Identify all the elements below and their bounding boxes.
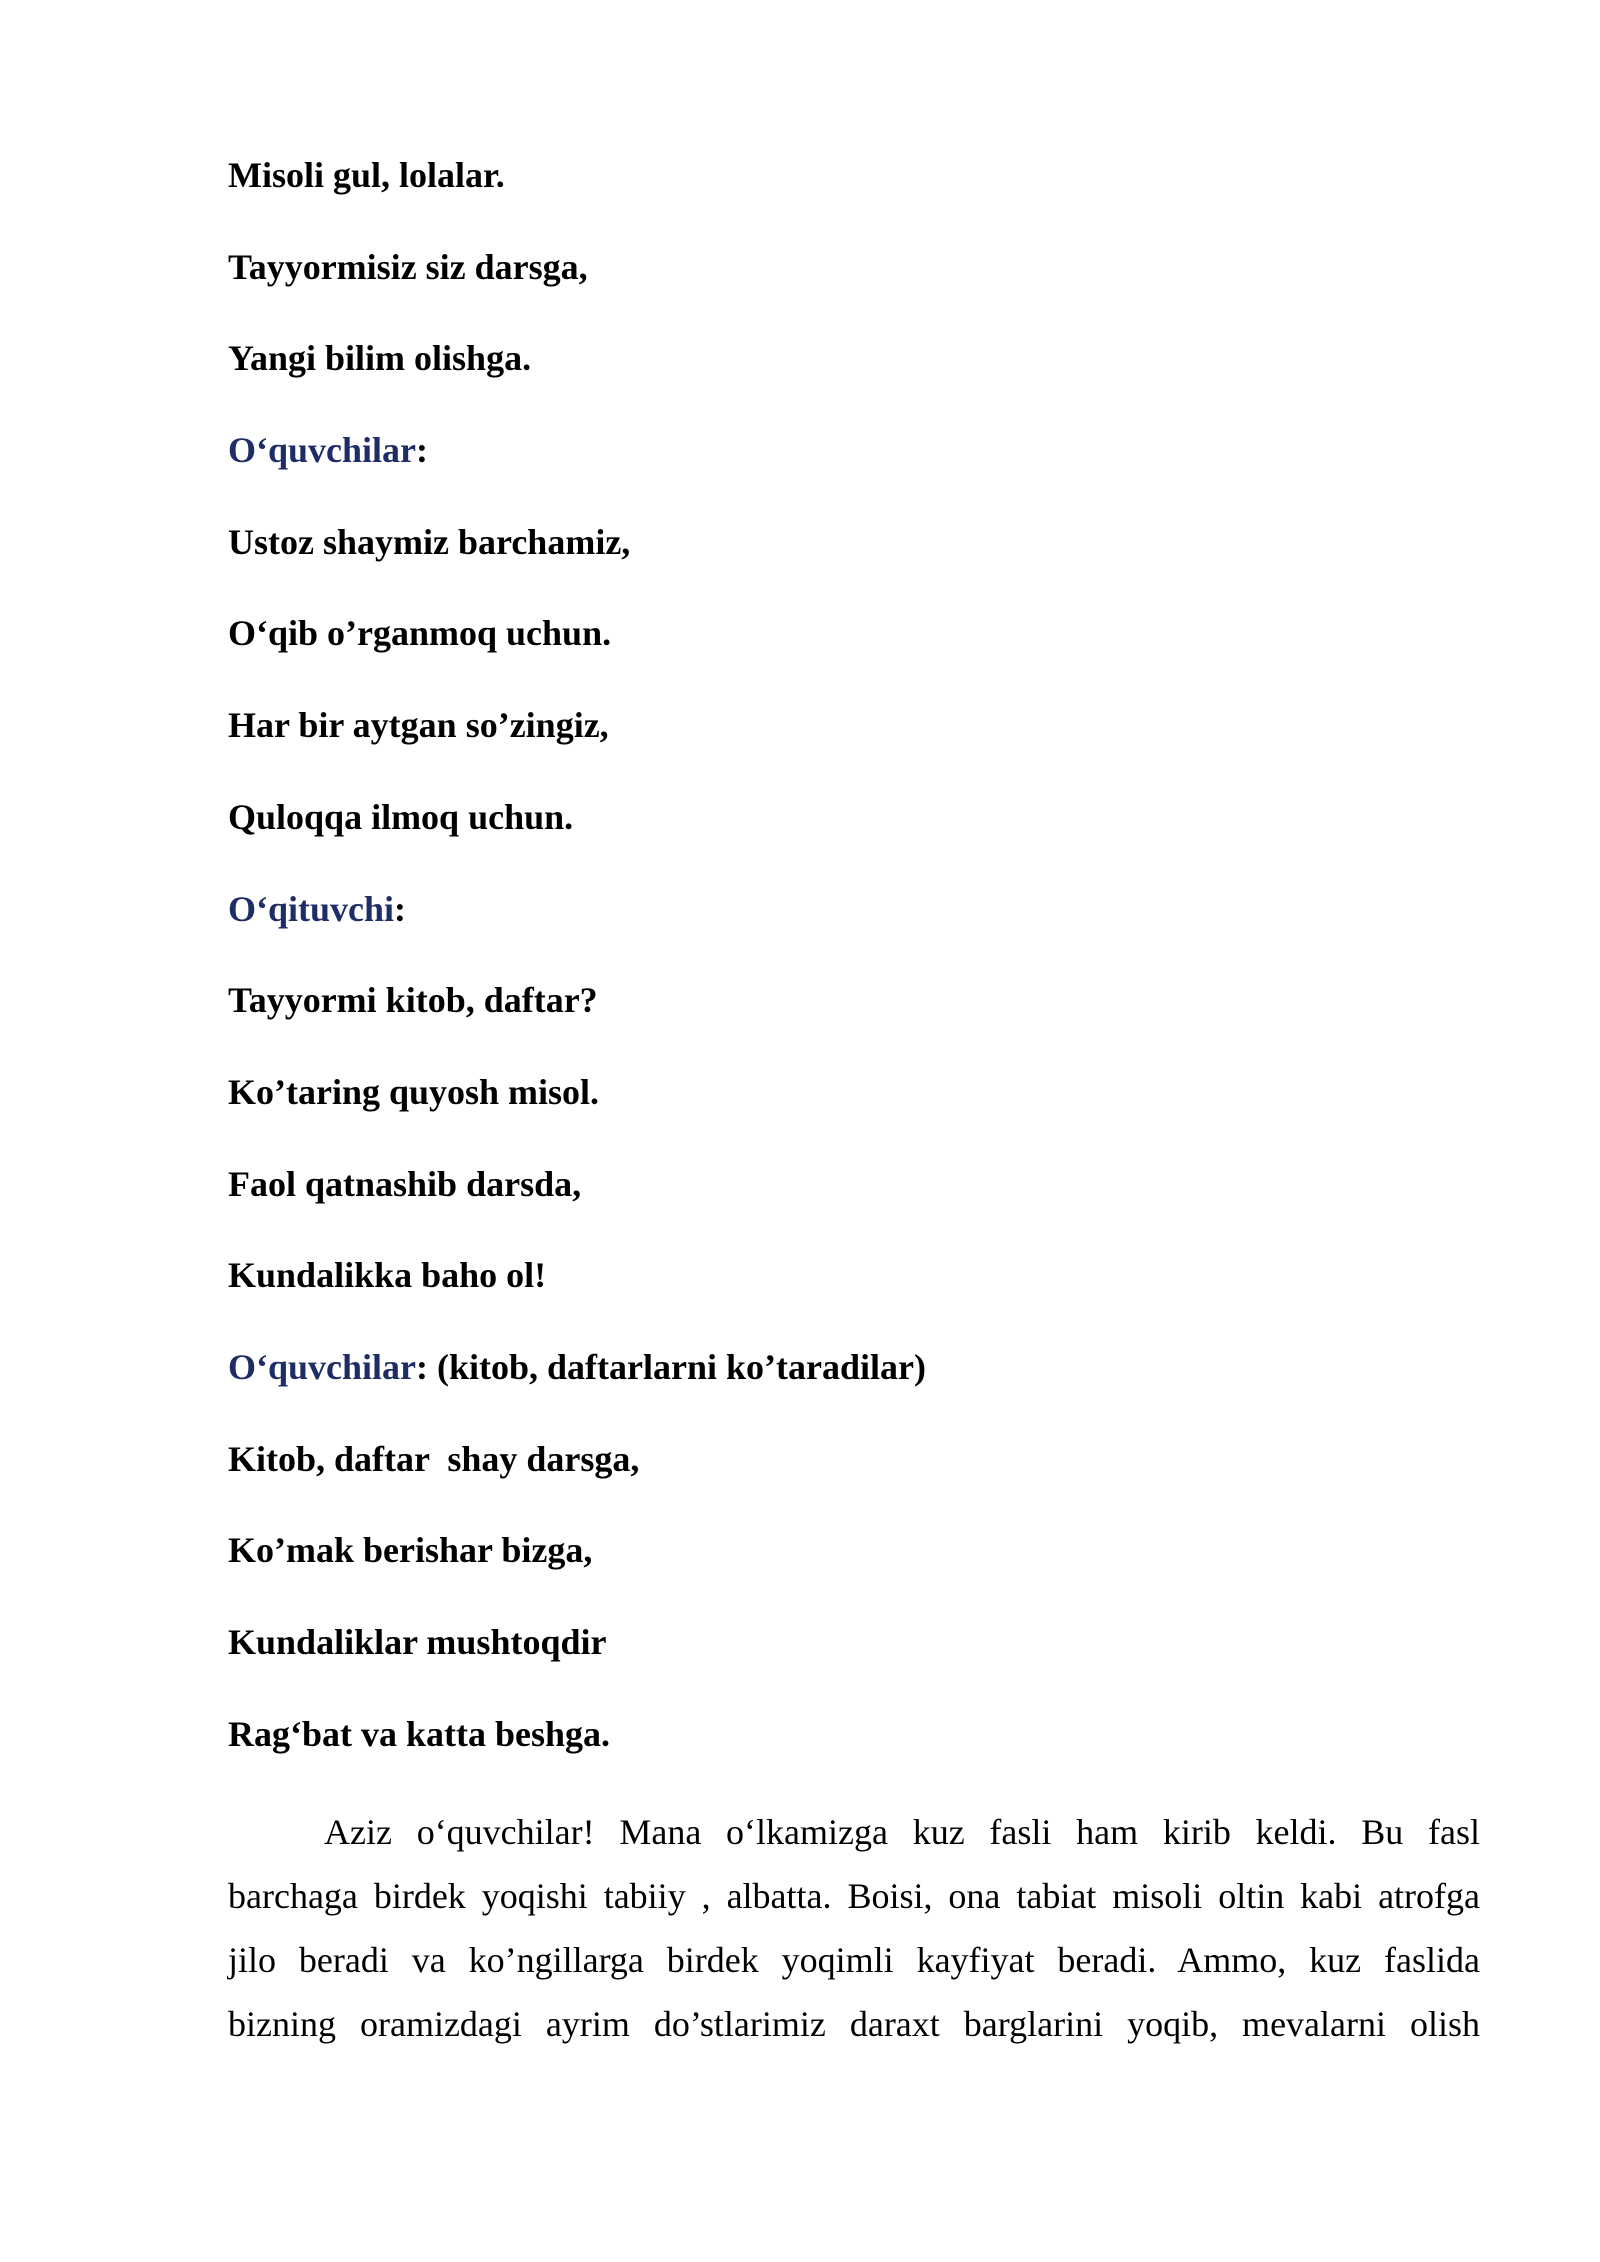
paragraph-line: Aziz o‘quvchilar! Mana o‘lkamizga kuz fasli ham kirib keldi. Bu fasl: [324, 1812, 1480, 1852]
verse-line: Kundaliklar mushtoqdir: [228, 1622, 607, 1662]
speaker-name: O‘quvchilar: [228, 1346, 417, 1387]
verse-line: Faol qatnashib darsda,: [228, 1163, 582, 1204]
speaker-line: O‘quvchilar: (kitob, daftarlarni ko’taradilar): [228, 1346, 926, 1387]
verse-line: Tayyormi kitob, daftar?: [228, 980, 598, 1021]
prose-paragraph: [228, 1800, 1480, 2056]
paragraph-line: jilo beradi va ko’ngillarga birdek yoqimli kayfiyat beradi. Ammo, kuz faslida: [228, 1940, 1480, 1980]
verse-line: Kundalikka baho ol!: [228, 1255, 547, 1296]
verse-line: Ustoz shaymiz barchamiz,: [228, 521, 631, 562]
verse-line: Misoli gul, lolalar.: [228, 155, 505, 195]
verse-line: Quloqqa ilmoq uchun.: [228, 796, 574, 837]
verse-block: [228, 150, 1478, 1800]
speaker-name: O‘qituvchi: [228, 888, 395, 929]
verse-line: Kitob, daftar shay darsga,: [228, 1438, 640, 1479]
verse-line: Rag‘bat va katta beshga.: [228, 1713, 611, 1754]
speaker-line: O‘quvchilar:: [228, 430, 429, 471]
paragraph-line: barchaga birdek yoqishi tabiiy , albatta. Boisi, ona tabiat misoli oltin kabi atrofga: [228, 1876, 1480, 1916]
speaker-line: O‘qituvchi:: [228, 888, 407, 929]
verse-line: Tayyormisiz siz darsga,: [228, 246, 588, 287]
verse-line: Ko’mak berishar bizga,: [228, 1530, 593, 1571]
paragraph-line: bizning oramizdagi ayrim do’stlarimiz daraxt barglarini yoqib, mevalarni olish: [228, 2004, 1480, 2044]
verse-line: Ko’taring quyosh misol.: [228, 1071, 600, 1112]
verse-line: Yangi bilim olishga.: [228, 338, 532, 379]
verse-line: Har bir aytgan so’zingiz,: [228, 705, 609, 746]
speaker-name: O‘quvchilar: [228, 430, 417, 471]
verse-line: O‘qib o’rganmoq uchun.: [228, 613, 612, 654]
